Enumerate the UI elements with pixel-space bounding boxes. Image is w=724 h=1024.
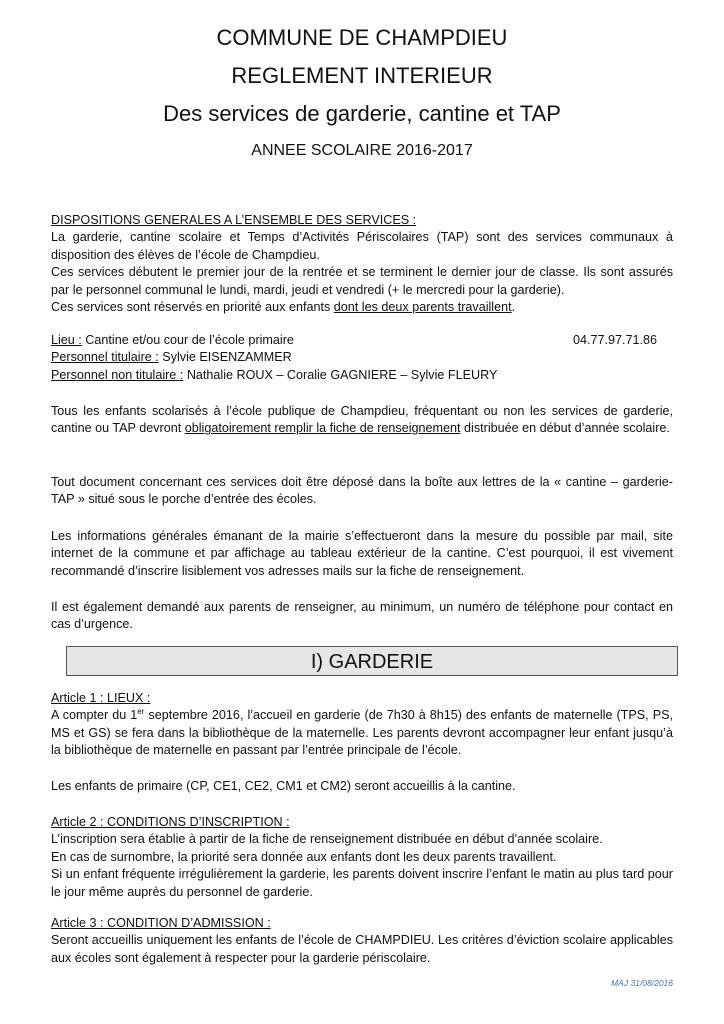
text-run: Tous les enfants scolarisés à l’école publique de Champdieu, fréquentant ou non les services de garderie, cantine ou TAP devront (51, 404, 673, 436)
titular-staff (51, 349, 673, 366)
update-date: MAJ 31/08/2016 (611, 978, 673, 988)
text-run: A compter du 1 (51, 708, 138, 723)
general-paragraph: Ces services débutent le premier jour de la rentrée et se terminent le dernier jour de classe. Ils sont assurés par le personnel communal le lundi, mardi, jeudi et vendredi (+ le mercredi pour la garderie). (51, 265, 673, 297)
article-3 (51, 915, 673, 967)
general-paragraph (51, 403, 673, 438)
section-title-garderie: I) GARDERIE (66, 646, 678, 676)
general-provisions (51, 212, 673, 316)
non-titular-staff (51, 367, 673, 384)
general-paragraph: La garderie, cantine scolaire et Temps d’Activités Périscolaires (TAP) sont des services communaux à disposition des élèves de l’école de Champdieu. (51, 230, 673, 262)
location (51, 332, 294, 349)
reglement-title: REGLEMENT INTERIEUR (231, 63, 493, 88)
non-titular-value: Nathalie ROUX – Coralie GAGNIERE – Sylvie FLEURY (183, 367, 498, 382)
document-header (0, 26, 724, 160)
underlined-text: obligatoirement remplir la fiche de renseignement (184, 421, 461, 436)
article-1-paragraph (51, 778, 673, 795)
article-1 (51, 690, 673, 760)
text-run: . (511, 300, 516, 315)
text-paragraph: Tout document concernant ces services doit être déposé dans la boîte aux lettres de la « cantine – garderie-TAP » situé sous le porche d’entrée des écoles. (51, 475, 673, 507)
article-heading: Article 3 : CONDITION D’ADMISSION : (51, 916, 271, 930)
article-heading: Article 1 : LIEUX : (51, 691, 151, 705)
non-titular-label: Personnel non titulaire : (51, 367, 184, 382)
article-paragraph: Seront accueillis uniquement les enfants de l’école de CHAMPDIEU. Les critères d’éviction scolaire applicables aux écoles sont également à respecter pour la garderie périscolaire. (51, 933, 673, 965)
text-run: septembre 2016, l’accueil en garderie (de 7h30 à 8h15) des enfants de maternelle (TPS, PS, MS et GS) se fera dans la bibliothèque de la maternelle. Les parents devront accompagner leur enfant jusqu’à la bibliothèque de maternelle en passant par l’entrée principale de l’école. (51, 708, 673, 758)
staff-info (51, 332, 673, 384)
text-run: distribuée en début d’année scolaire. (460, 421, 670, 436)
article-heading: Article 2 : CONDITIONS D’INSCRIPTION : (51, 815, 290, 829)
location-row (51, 332, 673, 349)
text-paragraph (51, 403, 673, 438)
article-paragraph: En cas de surnombre, la priorité sera donnée aux enfants dont les deux parents travaillent. (51, 849, 557, 864)
general-paragraph (51, 599, 673, 634)
commune-title: COMMUNE DE CHAMPDIEU (216, 25, 508, 50)
article-paragraph (51, 707, 673, 759)
phone-number: 04.77.97.71.86 (572, 333, 657, 347)
underlined-text: dont les deux parents travaillent (333, 300, 512, 315)
school-year: ANNEE SCOLAIRE 2016-2017 (251, 142, 473, 159)
superscript: er (137, 707, 145, 717)
article-2 (51, 814, 673, 901)
article-paragraph: L’inscription sera établie à partir de la fiche de renseignement distribuée en début d’année scolaire. (51, 832, 603, 847)
article-paragraph: Si un enfant fréquente irrégulièrement la garderie, les parents doivent inscrire l’enfant le matin au plus tard pour le jour même auprès du personnel de garderie. (51, 867, 673, 899)
text-paragraph: Les enfants de primaire (CP, CE1, CE2, CM1 et CM2) seront accueillis à la cantine. (51, 779, 516, 793)
location-label: Lieu : (51, 333, 82, 347)
general-paragraph (51, 528, 673, 580)
general-paragraph (51, 474, 673, 509)
titular-value: Sylvie EISENZAMMER (158, 350, 292, 365)
text-paragraph: Les informations générales émanant de la mairie s’effectueront dans la mesure du possible par mail, site internet de la commune et par affichage au tableau extérieur de la cantine. C’est pourquoi, il est vivement recommandé d’inscrire lisiblement vos adresses mails sur la fiche de renseignement. (51, 529, 673, 578)
titular-label: Personnel titulaire : (51, 350, 159, 365)
location-value: Cantine et/ou cour de l’école primaire (81, 333, 294, 347)
general-heading: DISPOSITIONS GENERALES A L’ENSEMBLE DES SERVICES : (51, 213, 417, 227)
text-run: Ces services sont réservés en priorité aux enfants (51, 300, 334, 315)
services-title: Des services de garderie, cantine et TAP (163, 101, 561, 126)
text-paragraph: Il est également demandé aux parents de renseigner, au minimum, un numéro de téléphone pour contact en cas d’urgence. (51, 600, 673, 632)
general-paragraph (51, 299, 673, 316)
